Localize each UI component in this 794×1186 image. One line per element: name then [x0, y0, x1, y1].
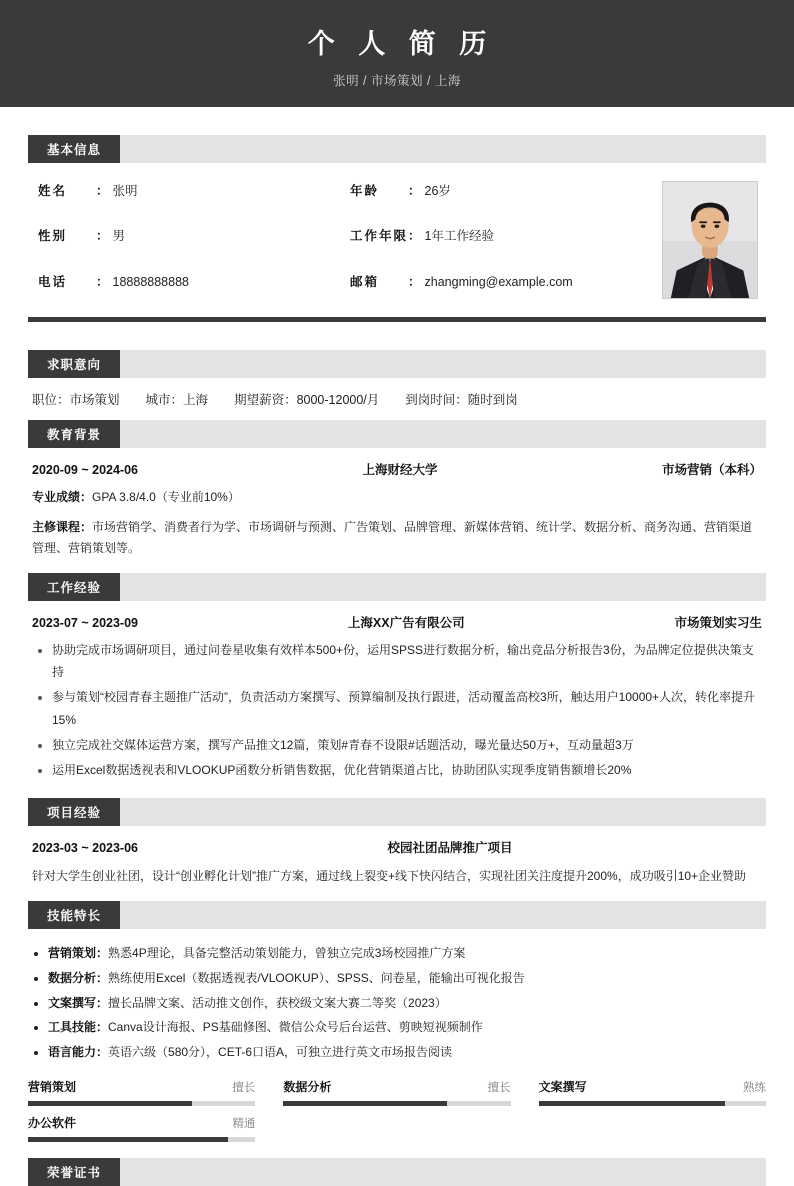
section-bar-rest — [120, 573, 766, 601]
skill-bar-item — [283, 1078, 510, 1112]
skill-value: 英语六级（580分），CET-6口语A，可独立进行英文市场报告阅读 — [108, 1044, 453, 1059]
list-item — [48, 1015, 766, 1040]
intent-row — [28, 378, 766, 420]
skill-bar-name: 数据分析 — [283, 1080, 332, 1095]
skill-bar-level: 熟练 — [742, 1082, 766, 1095]
intent-label: 到岗时间： — [405, 393, 468, 407]
skill-label: 工具技能： — [48, 1020, 109, 1035]
skill-label: 文案撰写： — [48, 995, 109, 1010]
skills-list — [28, 941, 766, 1064]
project-entry-head — [32, 838, 762, 856]
list-item: • 参与策划“校园青春主题推广活动”，负责活动方案撰写、预算编制及执行跟进，活动覆盖高校3所，触达用户10000+人次，转化率提升15% — [52, 686, 762, 730]
field-label: 邮箱 — [350, 274, 380, 289]
intent-label: 期望薪资： — [234, 393, 297, 407]
field-label: 性别 — [38, 229, 68, 244]
intent-value: 随时到岗 — [467, 393, 518, 407]
education-courses-value: 市场营销学、消费者行为学、市场调研与预测、广告策划、品牌管理、新媒体营销、统计学、数据分析、商务沟通、营销渠道管理、营销策划等。 — [32, 520, 753, 555]
education-gpa — [32, 487, 762, 508]
field-experience-years — [350, 226, 662, 253]
section-header-work — [28, 573, 766, 601]
project-date: 2023-03 ~ 2023-06 — [32, 841, 138, 856]
field-colon: ： — [96, 229, 109, 244]
skill-value: 擅长品牌文案、活动推文创作，获校级文案大赛二等奖（2023） — [108, 995, 447, 1010]
field-value: 18888888888 — [112, 274, 189, 289]
project-entry — [28, 826, 766, 891]
intent-item-city — [146, 390, 209, 408]
work-date: 2023-07 ~ 2023-09 — [32, 616, 138, 630]
education-block — [28, 448, 766, 563]
work-position: 市场策划实习生 — [674, 616, 762, 630]
skill-bar-item — [539, 1078, 766, 1112]
intent-value: 8000-12000/月 — [296, 393, 380, 407]
work-company: 上海XX广告有限公司 — [347, 616, 465, 630]
skill-bar-item — [28, 1114, 255, 1148]
skill-value: 熟练使用Excel（数据透视表/VLOOKUP）、SPSS、问卷星，能输出可视化报告 — [108, 970, 525, 985]
field-value: 1年工作经验 — [424, 229, 494, 244]
section-title-project: 项目经验 — [28, 798, 120, 826]
skill-bar-fill — [539, 1101, 725, 1106]
section-bar-rest — [120, 135, 766, 163]
field-value: 26岁 — [424, 184, 451, 198]
intent-label: 职位： — [32, 393, 70, 407]
section-title-skills: 技能特长 — [28, 901, 120, 929]
field-label: 电话 — [38, 274, 68, 289]
skill-label: 语言能力： — [48, 1044, 109, 1059]
list-item — [48, 1040, 766, 1065]
basic-info-grid — [28, 181, 662, 299]
section-bar-rest — [120, 901, 766, 929]
intent-label: 城市： — [145, 393, 184, 407]
skill-bar-name: 营销策划 — [28, 1080, 77, 1095]
section-header-project — [28, 798, 766, 826]
field-value: 张明 — [112, 184, 138, 198]
skill-bar-name: 文案撰写 — [538, 1080, 587, 1095]
header-subtitle: 张明 / 市场策划 / 上海 — [333, 74, 461, 88]
work-block — [28, 601, 766, 788]
intent-item-position — [32, 390, 120, 408]
section-title-basic: 基本信息 — [28, 135, 120, 163]
resume-header — [0, 0, 794, 107]
education-courses-label: 主修课程： — [32, 520, 93, 534]
skill-value: 熟悉4P理论，具备完整活动策划能力，曾独立完成3场校园推广方案 — [108, 946, 466, 961]
section-header-skills — [28, 901, 766, 929]
skill-bar-track — [28, 1137, 255, 1142]
field-colon: ： — [96, 274, 109, 289]
education-school: 上海财经大学 — [362, 463, 438, 477]
intent-item-start-date — [405, 390, 518, 408]
section-title-education: 教育背景 — [28, 420, 120, 448]
section-title-honors: 荣誉证书 — [28, 1158, 120, 1186]
education-entry-head — [32, 460, 762, 478]
skills-block — [28, 941, 766, 1148]
field-gender — [38, 226, 350, 253]
page-title: 个 人 简 历 — [307, 29, 495, 59]
section-header-honors — [28, 1158, 766, 1186]
project-name: 校园社团品牌推广项目 — [387, 841, 513, 856]
skill-bar-name: 办公软件 — [28, 1116, 77, 1131]
work-bullet-list — [32, 639, 762, 781]
section-bar-rest — [120, 1158, 766, 1186]
skill-bar-fill — [28, 1137, 228, 1142]
list-item: • 运用Excel数据透视表和VLOOKUP函数分析销售数据，优化营销渠道占比，协助团队实现季度销售额增长20% — [52, 759, 762, 781]
field-phone — [38, 272, 350, 299]
section-bar-rest — [120, 350, 766, 378]
work-entry-head — [32, 613, 762, 631]
education-courses — [32, 517, 762, 559]
section-header-basic — [28, 135, 766, 163]
portrait-photo-icon — [663, 182, 757, 298]
education-major: 市场营销（本科） — [661, 463, 762, 477]
section-bar-rest — [120, 798, 766, 826]
field-value: 男 — [112, 229, 126, 244]
basic-info-block — [28, 163, 766, 311]
intent-value: 市场策划 — [69, 393, 120, 407]
section-title-intent: 求职意向 — [28, 350, 120, 378]
avatar — [662, 181, 758, 299]
skill-bar-fill — [283, 1101, 447, 1106]
field-colon: ： — [96, 184, 109, 198]
work-entry — [28, 601, 766, 788]
list-item: • 独立完成社交媒体运营方案，撰写产品推文12篇，策划#青春不设限#话题活动，曝光量达50万+，互动量超3万 — [52, 734, 762, 756]
education-gpa-label: 专业成绩： — [32, 490, 93, 504]
education-entry — [28, 448, 766, 563]
skill-bar-item — [28, 1078, 255, 1112]
field-name — [38, 181, 350, 208]
field-value: zhangming@example.com — [424, 274, 573, 289]
field-label: 年龄 — [350, 184, 380, 198]
skill-bars — [28, 1078, 766, 1148]
section-header-intent — [28, 350, 766, 378]
list-item — [48, 966, 766, 991]
skill-bar-track — [28, 1101, 255, 1106]
skill-value: Canva设计海报、PS基础修图、微信公众号后台运营、剪映短视频制作 — [108, 1020, 483, 1035]
field-label: 姓名 — [38, 184, 68, 198]
skill-bar-level: 擅长 — [232, 1082, 256, 1095]
skill-bar-fill — [28, 1101, 192, 1106]
skill-label: 营销策划： — [48, 946, 109, 961]
section-bar-rest — [120, 420, 766, 448]
project-description: 针对大学生创业社团，设计“创业孵化计划”推广方案，通过线上裂变+线下快闪结合，实现社团关注度提升200%，成功吸引10+企业赞助 — [32, 869, 747, 884]
project-block — [28, 826, 766, 891]
field-colon: ： — [408, 274, 421, 289]
section-title-work: 工作经验 — [28, 573, 120, 601]
field-age — [350, 181, 662, 208]
field-colon: ： — [408, 184, 421, 198]
section-header-education — [28, 420, 766, 448]
skill-bar-level: 擅长 — [487, 1082, 511, 1095]
list-item — [48, 941, 766, 966]
list-item: • 协助完成市场调研项目，通过问卷星收集有效样本500+份，运用SPSS进行数据分析，输出竞品分析报告3份，为品牌定位提供决策支持 — [52, 639, 762, 683]
skill-label: 数据分析： — [48, 970, 109, 985]
field-colon: ： — [408, 229, 421, 244]
intent-block — [28, 378, 766, 420]
field-email — [350, 272, 662, 299]
intent-item-salary — [234, 390, 379, 408]
skill-bar-track — [539, 1101, 766, 1106]
intent-value: 上海 — [183, 393, 209, 407]
education-gpa-value: GPA 3.8/4.0（专业前10%） — [92, 490, 240, 504]
skill-bar-track — [283, 1101, 510, 1106]
education-date: 2020-09 ~ 2024-06 — [32, 463, 138, 477]
skill-bar-level: 精通 — [232, 1118, 256, 1131]
list-item — [48, 991, 766, 1016]
field-label: 工作年限 — [350, 229, 409, 244]
